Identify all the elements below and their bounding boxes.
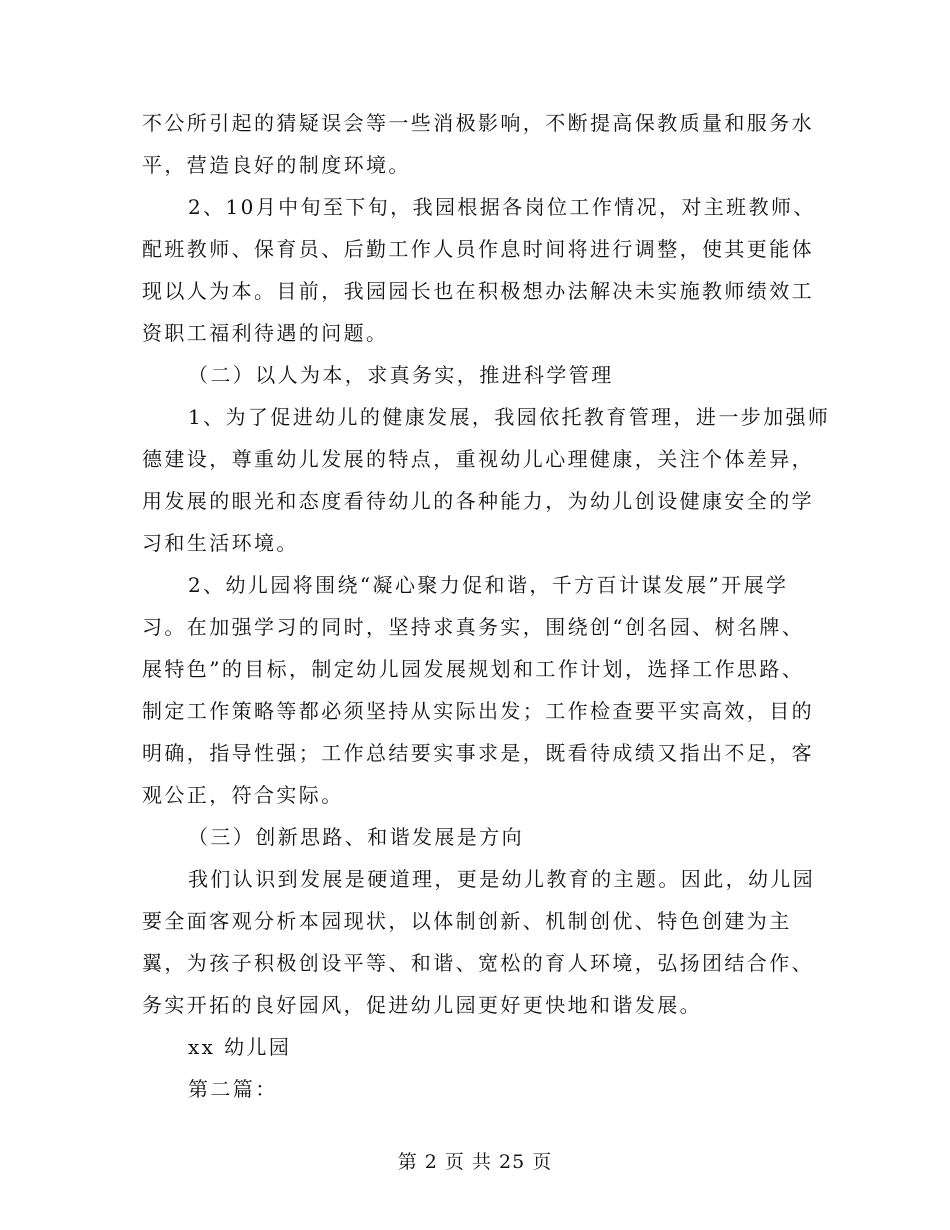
text-line: 资职工福利待遇的问题。 — [142, 321, 389, 345]
text-line: 平，营造良好的制度环境。 — [142, 153, 411, 177]
page-footer — [0, 1147, 950, 1174]
footer-suffix: 页 — [532, 1151, 553, 1173]
text-line: 1、为了促进幼儿的健康发展，我园依托教育管理，进一步加强师 — [188, 405, 831, 429]
text-line: （三）创新思路、和谐发展是方向 — [188, 825, 524, 849]
text-line: 制定工作策略等都必须坚持从实际出发；工作检查要平实高效，目的 — [142, 699, 814, 723]
text-line: 观公正，符合实际。 — [142, 783, 344, 807]
text-line: 不公所引起的猜疑误会等一些消极影响，不断提高保教质量和服务水 — [142, 111, 814, 135]
footer-prefix: 第 — [397, 1151, 418, 1173]
text-line: 我们认识到发展是硬道理，更是幼儿教育的主题。因此，幼儿园 — [188, 867, 816, 891]
text-line: 展特色”的目标，制定幼儿园发展规划和工作计划，选择工作思路、 — [142, 657, 805, 681]
text-line: （二）以人为本，求真务实，推进科学管理 — [188, 363, 614, 387]
text-line: xx 幼儿园 — [188, 1035, 292, 1059]
text-line: 要全面客观分析本园现状，以体制创新、机制创优、特色创建为主 — [142, 909, 792, 933]
text-line: 2、10月中旬至下旬，我园根据各岗位工作情况，对主班教师、 — [188, 195, 816, 219]
footer-middle: 页 共 — [444, 1151, 492, 1173]
document-body — [142, 102, 831, 1110]
text-line: 配班教师、保育员、后勤工作人员作息时间将进行调整，使其更能体 — [142, 237, 814, 261]
text-line: 习。在加强学习的同时，坚持求真务实，围绕创“创名园、树名牌、 — [142, 615, 805, 639]
footer-total-pages: 25 — [499, 1151, 526, 1173]
text-line: 习和生活环境。 — [142, 531, 299, 555]
text-line: 第二篇： — [188, 1077, 278, 1101]
text-line: 德建设，尊重幼儿发展的特点，重视幼儿心理健康，关注个体差异， — [142, 447, 814, 471]
text-line: 明确，指导性强；工作总结要实事求是，既看待成绩又指出不足，客 — [142, 741, 814, 765]
text-line: 现以人为本。目前，我园园长也在积极想办法解决未实施教师绩效工 — [142, 279, 814, 303]
text-line: 翼，为孩子积极创设平等、和谐、宽松的育人环境，弘扬团结合作、 — [142, 951, 814, 975]
text-line: 务实开拓的良好园风，促进幼儿园更好更快地和谐发展。 — [142, 993, 702, 1017]
text-line: 2、幼儿园将围绕“凝心聚力促和谐，千方百计谋发展”开展学 — [188, 573, 789, 597]
text-line: 用发展的眼光和态度看待幼儿的各种能力，为幼儿创设健康安全的学 — [142, 489, 814, 513]
footer-page-number: 2 — [424, 1151, 438, 1173]
